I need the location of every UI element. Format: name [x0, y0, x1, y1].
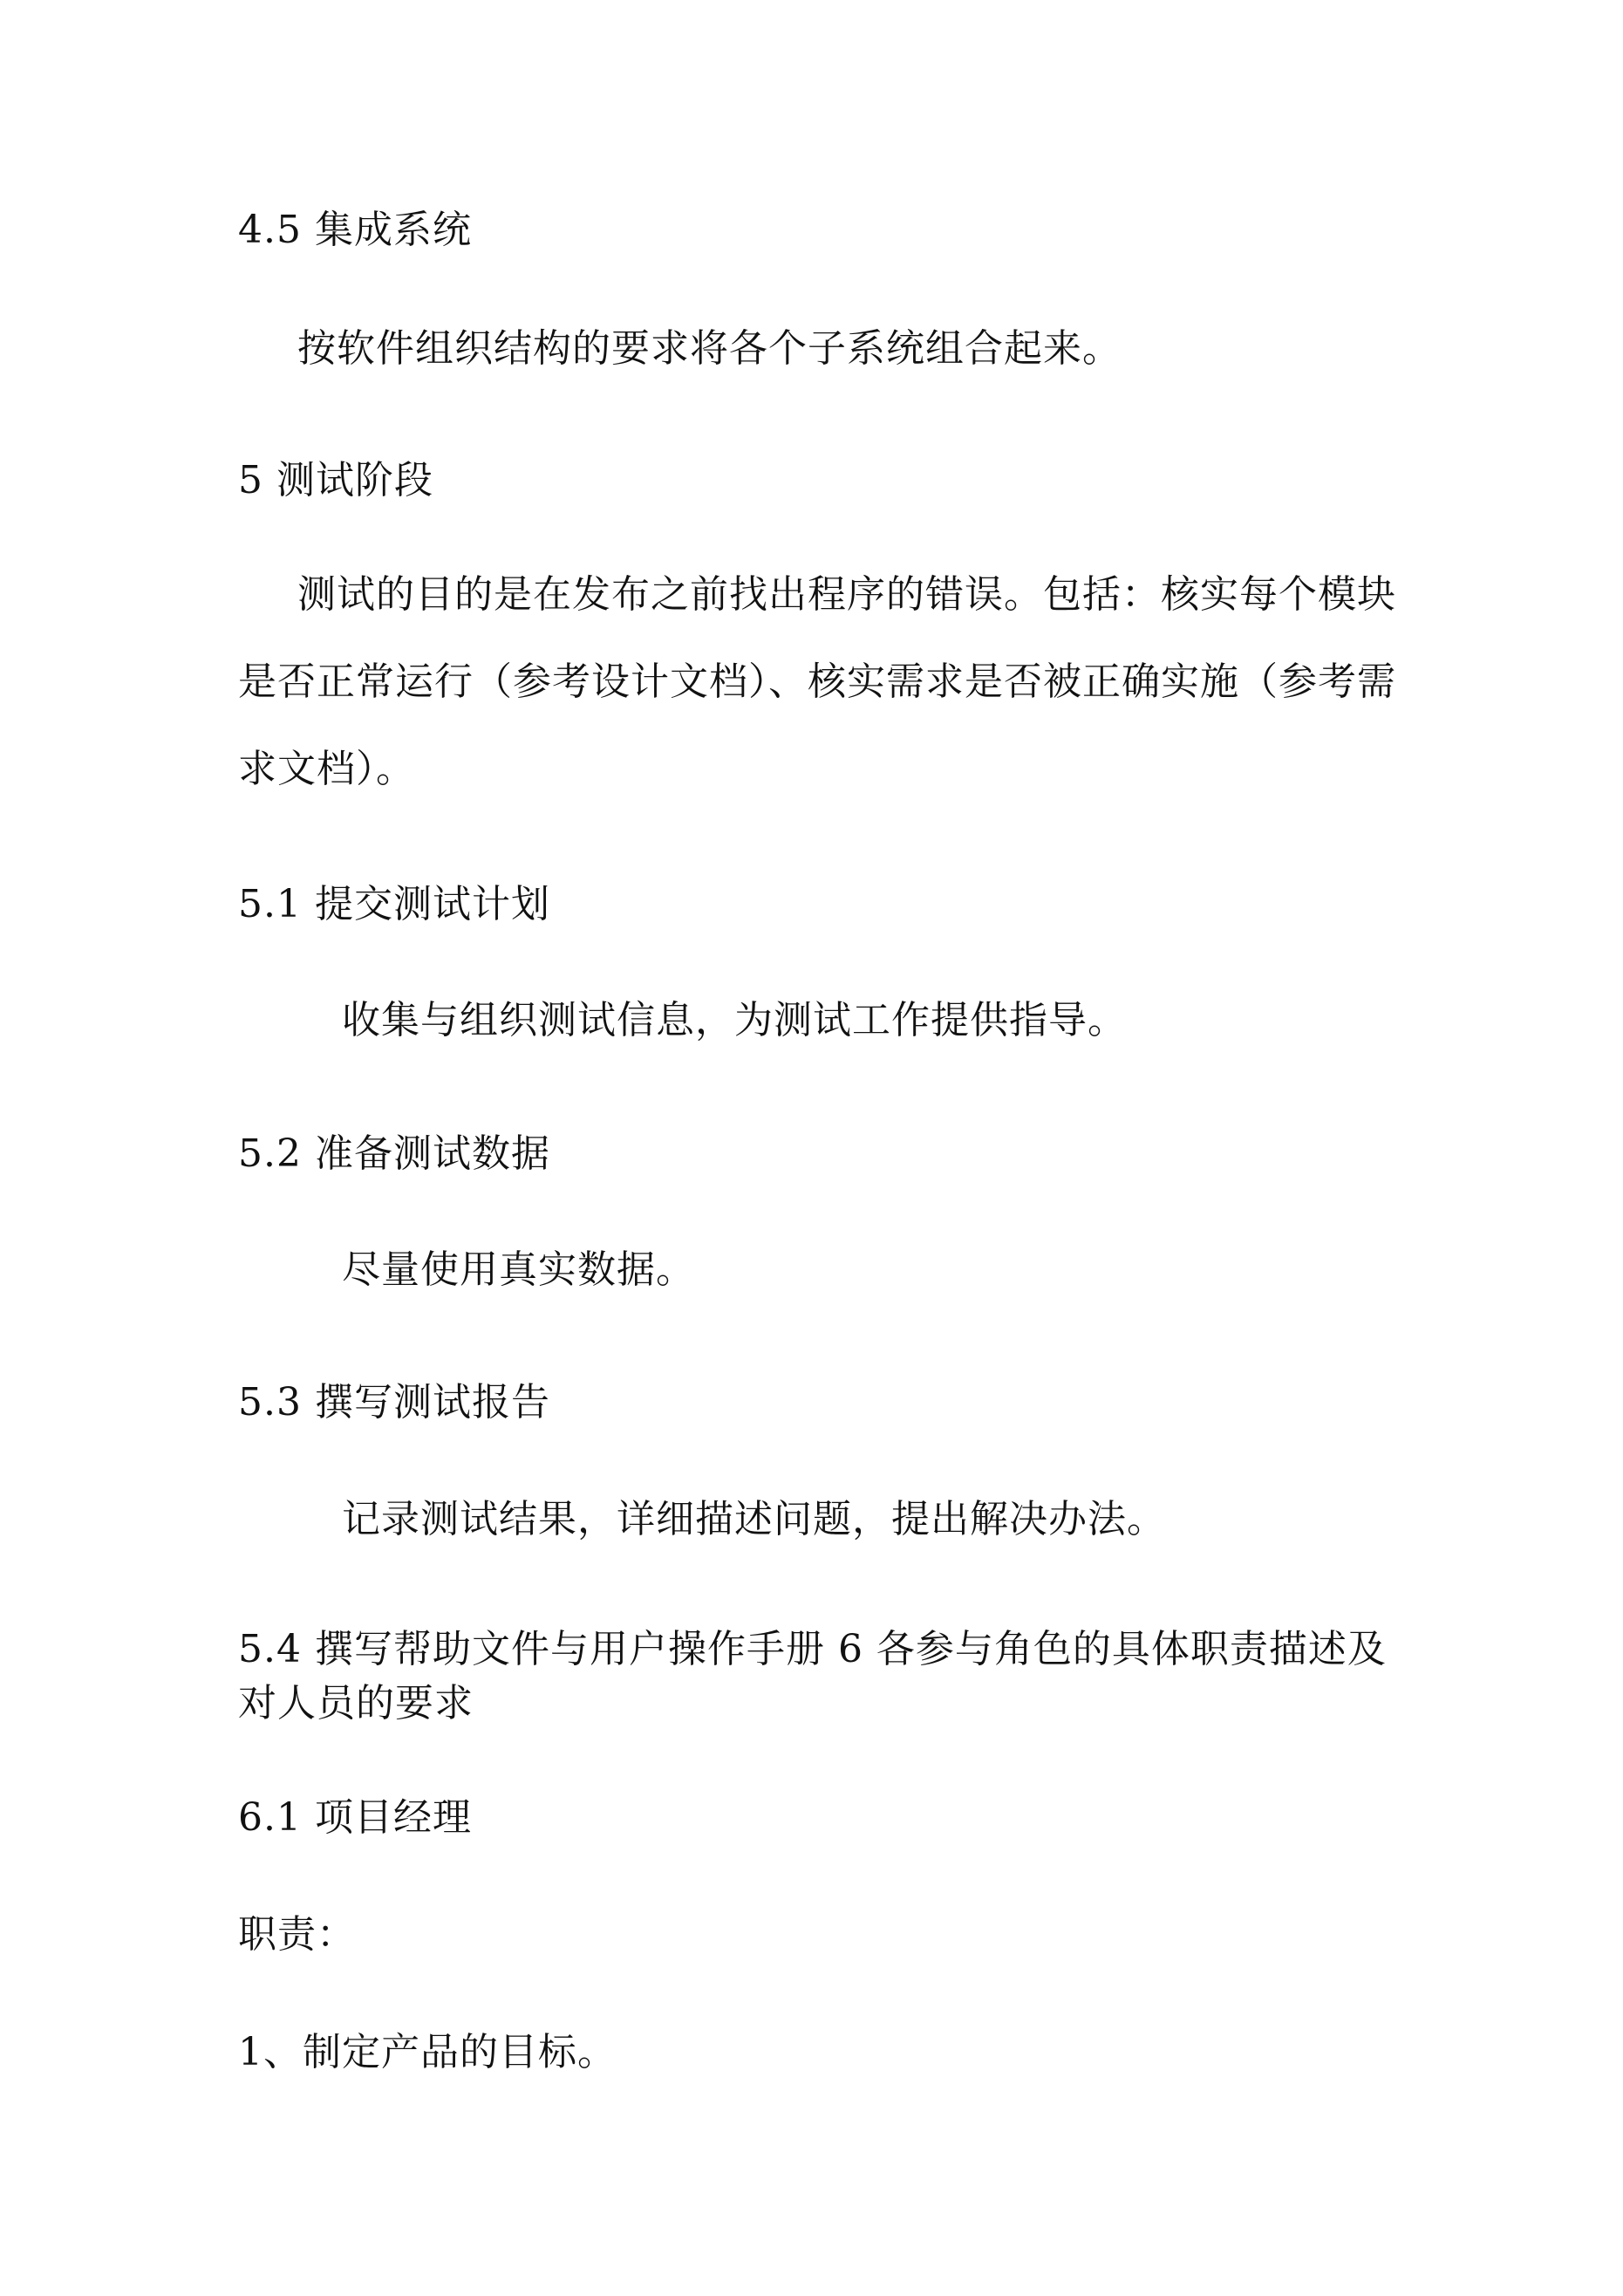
- list-item-1: 1、制定产品的目标。: [238, 2030, 617, 2074]
- section-heading-4-5: 4.5 集成系统: [238, 208, 472, 252]
- paragraph-5: 测试的目的是在发布之前找出程序的错误。包括：核实每个模块是否正常运行（参考设计文档）、核实需求是否被正确实施（参考需求文档）。: [238, 572, 1396, 791]
- section-heading-5-3: 5.3 撰写测试报告: [238, 1380, 550, 1425]
- paragraph-5-3: 记录测试结果，详细描述问题，提出解决办法。: [342, 1497, 1166, 1541]
- duties-label: 职责：: [238, 1912, 356, 1957]
- section-heading-5: 5 测试阶段: [238, 458, 433, 502]
- section-heading-6-1: 6.1 项目经理: [238, 1795, 472, 1840]
- section-heading-5-1: 5.1 提交测试计划: [238, 882, 550, 926]
- section-heading-5-4: 5.4 撰写帮助文件与用户操作手册 6 各参与角色的具体职责描述及对人员的要求: [238, 1627, 1387, 1725]
- section-heading-5-2: 5.2 准备测试数据: [238, 1131, 550, 1176]
- paragraph-4-5: 按软件组织结构的要求将各个子系统组合起来。: [297, 326, 1122, 371]
- paragraph-5-1: 收集与组织测试信息，为测试工作提供指导。: [342, 998, 1127, 1042]
- paragraph-5-2: 尽量使用真实数据。: [342, 1247, 695, 1292]
